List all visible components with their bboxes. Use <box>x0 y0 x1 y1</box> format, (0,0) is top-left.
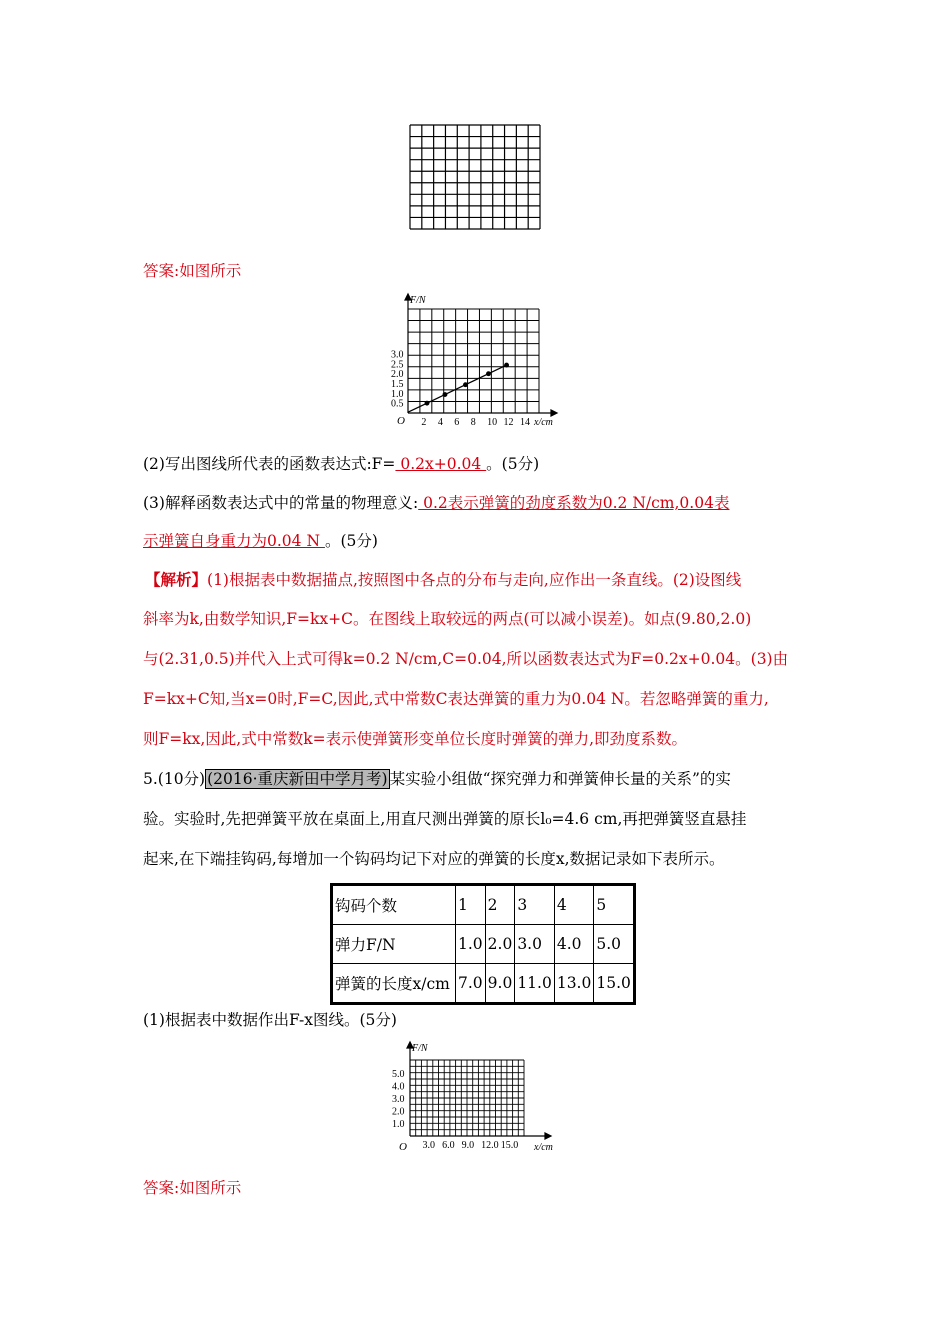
graph1-y-tick: 0.5 <box>391 398 404 410</box>
graph1-x-tick: 6 <box>454 417 460 428</box>
table-row: 钩码个数 1 2 3 4 5 <box>332 885 635 925</box>
question-3-line-2: 示弹簧自身重力为0.04 N 。(5分) <box>143 532 378 550</box>
graph1-x-tick: 4 <box>437 417 443 428</box>
graph1-x-tick: 12 <box>503 417 514 428</box>
data-point <box>487 372 491 376</box>
table-row: 弹力F/N 1.0 2.0 3.0 4.0 5.0 <box>332 925 635 964</box>
data-point <box>443 393 447 397</box>
question-5-line-1: 5.(10分) (2016·重庆新田中学月考) 某实验小组做“探究弹力和弹簧伸长量的关系”的实 <box>143 770 731 788</box>
question-2: (2)写出图线所代表的函数表达式:F= 0.2x+0.04 。(5分) <box>143 455 540 473</box>
question-3-line-1: (3)解释函数表达式中的常量的物理意义: 0.2表示弹簧的劲度系数为0.2 N/cm,0.04表 <box>143 494 730 512</box>
graph1-y-tick: 3.0 <box>391 349 404 361</box>
graph2-y-label: F/N <box>412 1043 428 1054</box>
top-blank-grid <box>409 124 541 230</box>
q3-answer-a: 0.2表示弹簧的劲度系数为0.2 N/cm,0.04表 <box>418 494 730 512</box>
table-row: 弹簧的长度x/cm 7.0 9.0 11.0 13.0 15.0 <box>332 964 635 1004</box>
x-axis-arrow <box>551 410 557 416</box>
graph2-x-tick: 15.0 <box>500 1140 519 1151</box>
graph2-x-tick: 12.0 <box>481 1140 499 1151</box>
graph2-x-tick: 3.0 <box>422 1140 436 1151</box>
x-axis-arrow <box>545 1133 551 1139</box>
graph1-y-label: F/N <box>410 295 426 306</box>
graph2-y-tick: 1.0 <box>392 1119 405 1131</box>
question-5-line-2: 验。实验时,先把弹簧平放在桌面上,用直尺测出弹簧的原长l₀=4.6 cm,再把弹簧竖直悬挂 <box>143 810 747 828</box>
graph1-x-tick: 10 <box>487 417 498 428</box>
answer-label-2: 答案:如图所示 <box>143 1179 242 1197</box>
source-badge: (2016·重庆新田中学月考) <box>207 770 388 788</box>
graph1-x-tick: 2 <box>421 417 427 428</box>
analysis-line-1: 【解析】(1)根据表中数据描点,按照图中各点的分布与走向,应作出一条直线。(2)设图线 <box>145 570 742 589</box>
graph2-y-tick: 3.0 <box>392 1094 405 1106</box>
data-point <box>425 401 429 405</box>
question-5-line-3: 起来,在下端挂钩码,每增加一个钩码均记下对应的弹簧的长度x,数据记录如下表所示。 <box>143 850 725 868</box>
graph2-x-label: x/cm <box>534 1142 553 1153</box>
question-5-1: (1)根据表中数据作出F-x图线。(5分) <box>143 1011 397 1029</box>
graph-2 <box>390 1040 568 1154</box>
analysis-line-4: F=kx+C知,当x=0时,F=C,因此,式中常数C表达弹簧的重力为0.04 N。若忽略弹簧的重力, <box>143 690 769 708</box>
data-point <box>464 383 468 387</box>
graph1-origin: O <box>397 415 405 427</box>
graph2-origin: O <box>399 1141 407 1153</box>
analysis-line-2: 斜率为k,由数学知识,F=kx+C。在图线上取较远的两点(可以减小误差)。如点(9.80,2.0) <box>143 610 752 628</box>
graph2-y-tick: 5.0 <box>392 1069 405 1081</box>
graph2-y-tick: 4.0 <box>392 1081 405 1093</box>
analysis-tag: 【解析】 <box>145 570 208 589</box>
graph1-x-label: x/cm <box>534 417 553 428</box>
answer-label-1: 答案:如图所示 <box>143 262 242 280</box>
data-point <box>505 363 509 367</box>
analysis-line-3: 与(2.31,0.5)并代入上式可得k=0.2 N/cm,C=0.04,所以函数表达式为F=0.2x+0.04。(3)由 <box>143 650 789 668</box>
q3-answer-b: 示弹簧自身重力为0.04 N <box>143 532 325 550</box>
graph-1 <box>388 292 560 432</box>
graph1-y-tick: 1.5 <box>391 379 404 391</box>
graph2-y-tick: 2.0 <box>392 1106 405 1118</box>
graph1-x-tick: 14 <box>519 417 530 428</box>
graph1-y-tick: 2.0 <box>391 369 404 381</box>
graph2-x-tick: 6.0 <box>442 1140 455 1151</box>
analysis-line-5: 则F=kx,因此,式中常数k=表示使弹簧形变单位长度时弹簧的弹力,即劲度系数。 <box>143 730 688 748</box>
graph1-y-tick: 2.5 <box>391 359 404 371</box>
graph1-y-tick: 1.0 <box>391 388 404 400</box>
data-table <box>330 883 636 1005</box>
graph1-x-tick: 8 <box>470 417 476 428</box>
q2-answer: 0.2x+0.04 <box>395 455 487 473</box>
graph2-x-tick: 9.0 <box>461 1140 475 1151</box>
